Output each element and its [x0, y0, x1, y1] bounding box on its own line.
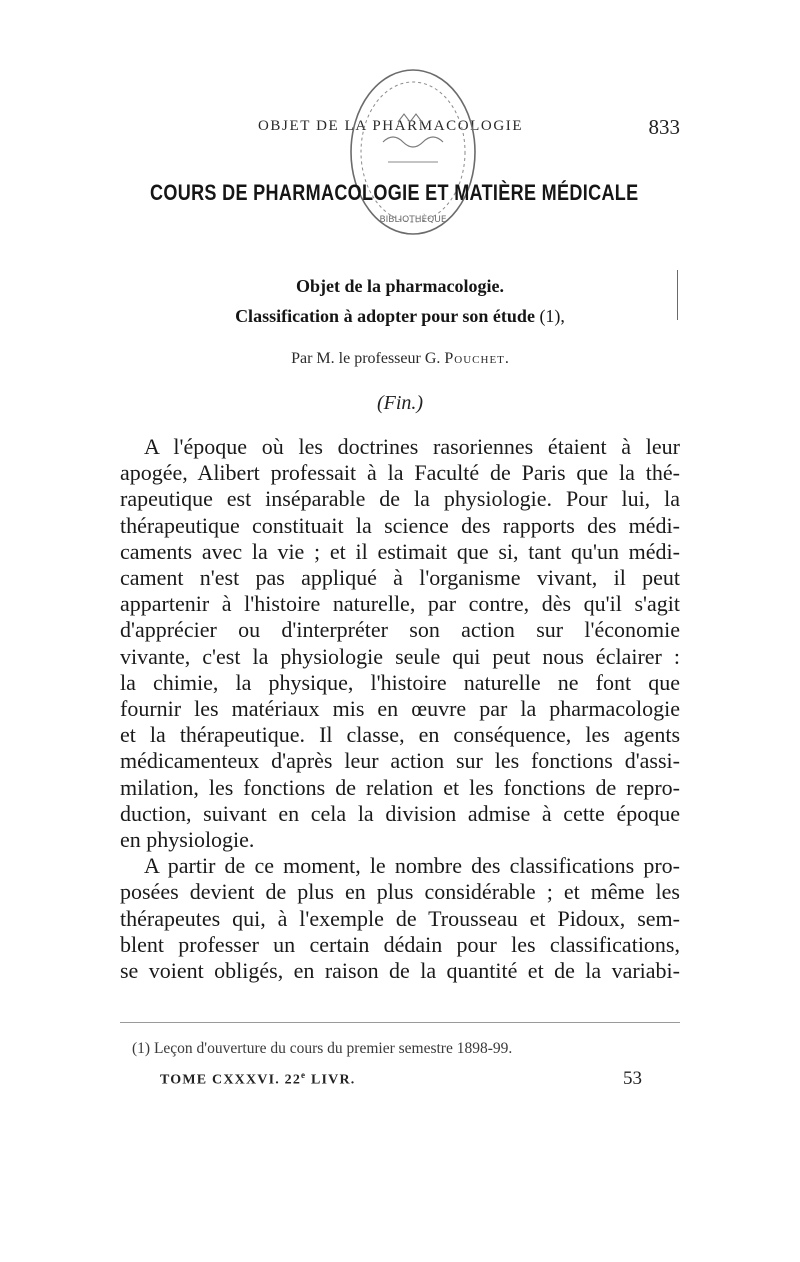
- text-line: apogée, Alibert professait à la Faculté de Paris que la thé-: [120, 460, 680, 486]
- byline: [120, 350, 680, 368]
- footnote-ref: (1),: [539, 306, 565, 326]
- text-line: cament n'est pas appliqué à l'organisme vivant, il peut: [120, 565, 680, 591]
- text-line: rapeutique est inséparable de la physiologie. Pour lui, la: [120, 486, 680, 512]
- text-line: fournir les matériaux mis en œuvre par la pharmacologie: [120, 696, 680, 722]
- sheet-number: 53: [623, 1068, 642, 1089]
- footnote-rule: [120, 1022, 680, 1023]
- library-stamp-icon: [343, 62, 483, 242]
- text-line: blent professer un certain dédain pour les classifications,: [120, 931, 680, 957]
- section-title: COURS DE PHARMACOLOGIE ET MATIÈRE MÉDICALE: [150, 180, 639, 205]
- livr-label: LIVR.: [310, 1072, 356, 1088]
- paragraph: [120, 434, 680, 853]
- text-line: en physiologie.: [120, 827, 255, 853]
- livr-sup: e: [301, 1070, 307, 1080]
- article-title-line1: Objet de la pharmacologie.: [296, 276, 504, 296]
- text-line: A partir de ce moment, le nombre des classifications pro-: [144, 853, 680, 879]
- body-text: [120, 434, 680, 984]
- text-line: duction, suivant en cela la division admise à cette époque: [120, 800, 680, 826]
- text-line: médicamenteux d'après leur action sur les fonctions d'assi-: [120, 748, 680, 774]
- page-number: 833: [648, 115, 680, 139]
- text-line: se voient obligés, en raison de la quantité et de la variabi-: [120, 958, 680, 984]
- running-title: OBJET DE LA PHARMACOLOGIE: [258, 118, 524, 134]
- author-name: Pouchet: [444, 350, 505, 367]
- text-line: posées devient de plus en plus considérable ; et même les: [120, 879, 680, 905]
- byline-suffix: .: [504, 350, 509, 367]
- stamp-label: BIBLIOTHÈQUE: [379, 215, 447, 225]
- text-line: caments avec la vie ; et il estimait que si, tant qu'un médi-: [120, 538, 680, 564]
- text-line: milation, les fonctions de relation et les fonctions de repro-: [120, 774, 680, 800]
- text-line: A l'époque où les doctrines rasoriennes étaient à leur: [144, 434, 680, 459]
- article-title-line2: [100, 306, 700, 327]
- tome-label: [160, 1070, 355, 1089]
- signature-line: [160, 1070, 642, 1092]
- text-line: thérapeutes qui, à l'exemple de Trousseau et Pidoux, sem-: [120, 905, 680, 931]
- article-title-text: Classification à adopter pour son étude: [235, 306, 535, 326]
- livr-number: 22: [284, 1072, 302, 1088]
- fin-label: (Fin.): [376, 392, 424, 414]
- tome: TOME CXXXVI.: [160, 1072, 280, 1088]
- paragraph: [120, 853, 680, 984]
- text-line: la chimie, la physique, l'histoire naturelle ne font que: [120, 669, 680, 695]
- text-line: et la thérapeutique. Il classe, en conséquence, les agents: [120, 722, 680, 748]
- text-line: thérapeutique constituait la science des rapports des médi-: [120, 512, 680, 538]
- footnote: (1) Leçon d'ouverture du cours du premier semestre 1898-99.: [132, 1040, 513, 1057]
- text-line: d'apprécier ou d'interpréter son action sur l'économie: [120, 617, 680, 643]
- text-line: vivante, c'est la physiologie seule qui peut nous éclairer :: [120, 643, 680, 669]
- byline-prefix: Par M. le professeur G.: [291, 350, 441, 367]
- text-line: appartenir à l'histoire naturelle, par contre, dès qu'il s'agit: [120, 591, 680, 617]
